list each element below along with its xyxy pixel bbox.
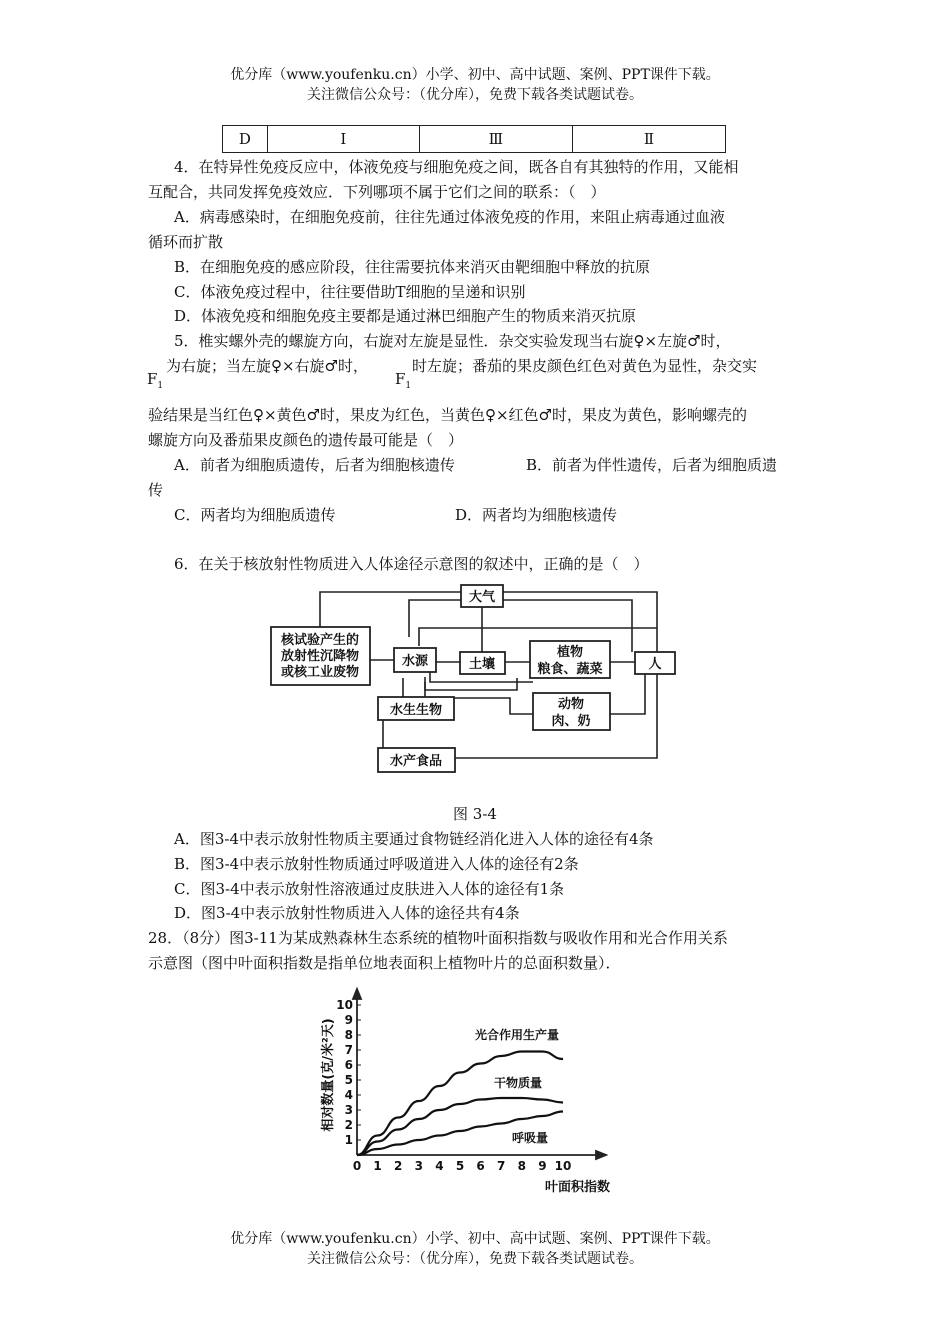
f1-symbol: $F_1$ — [147, 370, 164, 391]
q4-option-d: D．体液免疫和细胞免疫主要都是通过淋巴细胞产生的物质来消灭抗原 — [174, 307, 637, 325]
node-plant: 植物 — [556, 645, 584, 660]
q5-stem-4: 螺旋方向及番茄果皮颜色的遗传最可能是（ ） — [148, 431, 464, 449]
q4-option-c: C．体液免疫过程中，往往要借助T细胞的呈递和识别 — [174, 283, 526, 301]
x-tick-label: 7 — [497, 1159, 506, 1173]
y-tick-label: 2 — [344, 1118, 353, 1132]
node-human: 人 — [648, 657, 662, 672]
node-source: 或核工业废物 — [280, 665, 360, 680]
x-axis-arrow — [596, 1151, 606, 1159]
table-row — [223, 126, 726, 153]
leaf-area-chart — [310, 985, 610, 1200]
y-tick-label: 5 — [344, 1073, 353, 1087]
q5-option-b-1: B．前者为伴性遗传，后者为细胞质遗 — [526, 456, 778, 474]
x-tick-label: 9 — [538, 1159, 547, 1173]
x-tick-label: 0 — [352, 1159, 362, 1173]
node-soil: 土壤 — [468, 657, 496, 672]
node-source: 放射性沉降物 — [280, 649, 360, 664]
q5-option-d: D．两者均为细胞核遗传 — [455, 506, 618, 524]
legend-label: 呼吸量 — [511, 1131, 549, 1145]
header-line-1: 优分库（www.youfenku.cn）小学、初中、高中试题、案例、PPT课件下载。 — [230, 67, 720, 83]
q6-stem: 6．在关于核放射性物质进入人体途径示意图的叙述中，正确的是（ ） — [174, 555, 649, 573]
x-tick-label: 8 — [517, 1159, 526, 1173]
q6-option-c: C．图3-4中表示放射性溶液通过皮肤进入人体的途径有1条 — [174, 880, 565, 898]
x-tick-label: 5 — [455, 1159, 465, 1173]
node-atmosphere: 大气 — [468, 590, 496, 605]
node-seafood: 水产食品 — [389, 754, 443, 769]
node-water-source: 水源 — [401, 654, 429, 669]
q5-stem-1: 5．椎实螺外壳的螺旋方向，右旋对左旋是显性．杂交实验发现当右旋♀×左旋♂时， — [174, 332, 731, 350]
node-aquatic: 水生生物 — [389, 703, 443, 718]
node-plant: 粮食、蔬菜 — [537, 662, 603, 677]
legend-label: 光合作用生产量 — [474, 1028, 560, 1042]
x-tick-label: 6 — [476, 1159, 485, 1173]
q4-option-a-2: 循环而扩散 — [148, 233, 224, 251]
q4-option-a-1: A．病毒感染时，在细胞免疫前，往往先通过体液免疫的作用，来阻止病毒通过血液 — [174, 208, 725, 226]
figure-caption: 图 3-4 — [453, 805, 497, 823]
q5-option-c: C．两者均为细胞质遗传 — [174, 506, 336, 524]
node-source: 核试验产生的 — [280, 633, 360, 648]
f1-symbol: $F_1$ — [395, 370, 412, 391]
q4-stem-2: 互配合，共同发挥免疫效应．下列哪项不属于它们之间的联系：（ ） — [148, 183, 606, 201]
table-cell: Ⅱ — [572, 126, 725, 153]
q5-option-a: A．前者为细胞质遗传，后者为细胞核遗传 — [174, 456, 455, 474]
node-animal: 肉、奶 — [551, 714, 591, 729]
x-tick-label: 2 — [394, 1159, 403, 1173]
q5-stem-3: 验结果是当红色♀×黄色♂时，果皮为红色，当黄色♀×红色♂时，果皮为黄色，影响螺壳的 — [148, 406, 747, 424]
footer-line-1: 优分库（www.youfenku.cn）小学、初中、高中试题、案例、PPT课件下载。 — [230, 1231, 720, 1247]
q28-stem-1: 28．（8分）图3-11为某成熟森林生态系统的植物叶面积指数与吸收作用和光合作用关系 — [148, 929, 728, 947]
legend-label: 干物质量 — [493, 1076, 543, 1090]
y-tick-label: 1 — [344, 1133, 353, 1147]
radiation-pathway-diagram — [265, 580, 690, 780]
y-tick-label: 8 — [344, 1028, 353, 1042]
table-cell: Ⅲ — [419, 126, 572, 153]
y-tick-label: 4 — [344, 1088, 353, 1102]
q5-stem-2a: 为右旋；当左旋♀×右旋♂时， — [166, 357, 368, 375]
x-axis-label: 叶面积指数 — [544, 1180, 610, 1195]
y-tick-label: 9 — [344, 1013, 353, 1027]
x-tick-label: 10 — [554, 1159, 572, 1173]
node-animal: 动物 — [557, 697, 585, 712]
x-tick-label: 4 — [435, 1159, 444, 1173]
x-tick-label: 3 — [414, 1159, 423, 1173]
q5-option-b-2: 传 — [148, 481, 164, 499]
q4-option-b: B．在细胞免疫的感应阶段，往往需要抗体来消灭由靶细胞中释放的抗原 — [174, 258, 651, 276]
answer-table — [222, 125, 726, 153]
footer-line-2: 关注微信公众号：（优分库），免费下载各类试题试卷。 — [307, 1251, 643, 1267]
header-line-2: 关注微信公众号：（优分库），免费下载各类试题试卷。 — [307, 87, 643, 103]
y-axis-label: 相对数量(克/米²天) — [321, 1018, 336, 1132]
x-tick-label: 1 — [373, 1159, 382, 1173]
y-tick-label: 3 — [344, 1103, 353, 1117]
q6-option-a: A．图3-4中表示放射性物质主要通过食物链经消化进入人体的途径有4条 — [174, 830, 654, 848]
q28-stem-2: 示意图（图中叶面积指数是指单位地表面积上植物叶片的总面积数量）． — [148, 954, 621, 972]
y-tick-label: 7 — [344, 1043, 353, 1057]
table-cell: D — [223, 126, 268, 153]
q4-stem-1: 4．在特异性免疫反应中，体液免疫与细胞免疫之间，既各自有其独特的作用，又能相 — [174, 158, 739, 176]
y-tick-label: 6 — [344, 1058, 353, 1072]
y-axis-arrow — [353, 989, 361, 999]
y-tick-label: 10 — [336, 998, 353, 1012]
q5-stem-2b: 时左旋；番茄的果皮颜色红色对黄色为显性，杂交实 — [412, 357, 758, 375]
table-cell: I — [267, 126, 419, 153]
q6-option-d: D．图3-4中表示放射性物质进入人体的途径共有4条 — [174, 904, 520, 922]
q6-option-b: B．图3-4中表示放射性物质通过呼吸道进入人体的途径有2条 — [174, 855, 579, 873]
